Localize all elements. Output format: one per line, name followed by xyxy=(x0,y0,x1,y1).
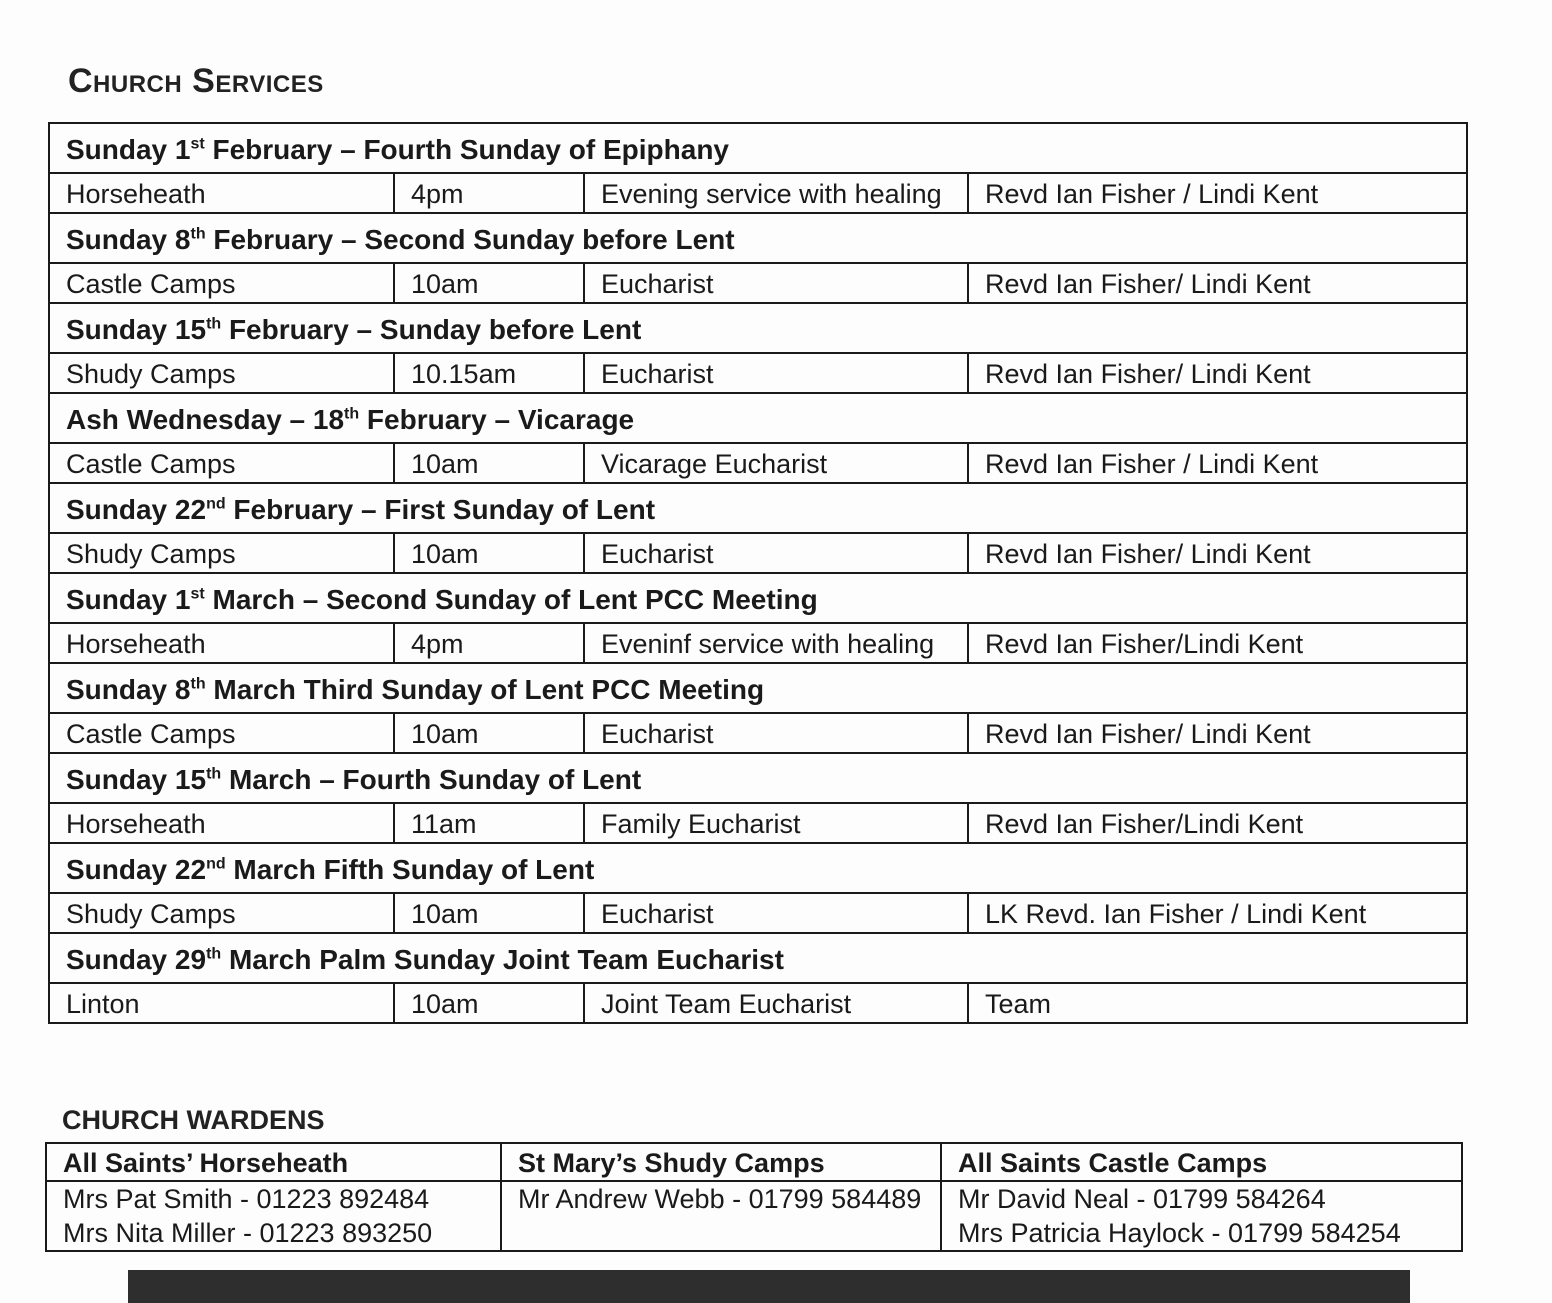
service-detail-row xyxy=(49,353,1467,393)
service-heading-date: Sunday 1 xyxy=(66,584,191,615)
service-officiant: Revd Ian Fisher/ Lindi Kent xyxy=(968,713,1467,753)
warden-church-horseheath: All Saints’ Horseheath xyxy=(46,1143,501,1181)
service-heading-title: February – Vicarage xyxy=(359,404,635,435)
wardens-contacts-row xyxy=(46,1181,1462,1251)
service-time: 10am xyxy=(394,263,584,303)
service-time: 10am xyxy=(394,443,584,483)
service-heading-title: February – First Sunday of Lent xyxy=(225,494,656,525)
warden-contact: Mr David Neal - 01799 584264 xyxy=(958,1184,1326,1214)
service-heading-title: March Fifth Sunday of Lent xyxy=(225,854,595,885)
service-heading-date: Sunday 8 xyxy=(66,674,191,705)
service-heading-title: February – Sunday before Lent xyxy=(221,314,642,345)
service-time: 10am xyxy=(394,983,584,1023)
wardens-title: CHURCH WARDENS xyxy=(62,1105,325,1135)
service-heading-row xyxy=(49,393,1467,443)
services-table xyxy=(48,122,1468,1024)
service-heading-title: March – Fourth Sunday of Lent xyxy=(221,764,642,795)
service-officiant: LK Revd. Ian Fisher / Lindi Kent xyxy=(968,893,1467,933)
service-detail-row xyxy=(49,803,1467,843)
warden-contact: Mr Andrew Webb - 01799 584489 xyxy=(518,1184,922,1214)
service-officiant: Revd Ian Fisher/Lindi Kent xyxy=(968,803,1467,843)
service-place: Castle Camps xyxy=(49,443,394,483)
service-time: 4pm xyxy=(394,623,584,663)
service-heading-row xyxy=(49,573,1467,623)
service-detail-row xyxy=(49,893,1467,933)
service-heading-title: February – Second Sunday before Lent xyxy=(205,224,735,255)
service-detail-row xyxy=(49,623,1467,663)
service-time: 4pm xyxy=(394,173,584,213)
service-type: Evening service with healing xyxy=(584,173,968,213)
service-officiant: Revd Ian Fisher / Lindi Kent xyxy=(968,173,1467,213)
service-heading-title: March Palm Sunday Joint Team Eucharist xyxy=(221,944,784,975)
wardens-table xyxy=(45,1142,1463,1252)
warden-contact: Mrs Pat Smith - 01223 892484 xyxy=(63,1184,430,1214)
service-place: Linton xyxy=(49,983,394,1023)
service-officiant: Revd Ian Fisher/ Lindi Kent xyxy=(968,533,1467,573)
service-heading xyxy=(49,753,1467,803)
service-heading xyxy=(49,123,1467,173)
service-detail-row xyxy=(49,443,1467,483)
service-heading-date: Sunday 22 xyxy=(66,494,207,525)
service-officiant: Revd Ian Fisher/Lindi Kent xyxy=(968,623,1467,663)
service-heading-row xyxy=(49,123,1467,173)
warden-church-castle-camps: All Saints Castle Camps xyxy=(941,1143,1462,1181)
service-heading-row xyxy=(49,753,1467,803)
service-heading-row xyxy=(49,303,1467,353)
service-heading-ordinal: st xyxy=(190,585,205,603)
service-heading xyxy=(49,573,1467,623)
service-place: Horseheath xyxy=(49,803,394,843)
warden-contacts-horseheath xyxy=(46,1181,501,1251)
service-heading-date: Sunday 15 xyxy=(66,314,207,345)
service-detail-row xyxy=(49,533,1467,573)
wardens-header-row xyxy=(46,1143,1462,1181)
service-place: Shudy Camps xyxy=(49,893,394,933)
service-officiant: Team xyxy=(968,983,1467,1023)
service-type: Eveninf service with healing xyxy=(584,623,968,663)
service-heading-date: Ash Wednesday – 18 xyxy=(66,404,345,435)
service-officiant: Revd Ian Fisher/ Lindi Kent xyxy=(968,353,1467,393)
service-heading xyxy=(49,483,1467,533)
service-heading-title: March – Second Sunday of Lent PCC Meeting xyxy=(204,584,818,615)
service-heading xyxy=(49,303,1467,353)
warden-contacts-castle-camps xyxy=(941,1181,1462,1251)
service-detail-row xyxy=(49,263,1467,303)
service-type: Family Eucharist xyxy=(584,803,968,843)
service-heading-ordinal: th xyxy=(344,405,360,423)
service-heading-date: Sunday 1 xyxy=(66,134,191,165)
service-heading-ordinal: nd xyxy=(206,855,226,873)
service-place: Shudy Camps xyxy=(49,353,394,393)
service-heading-date: Sunday 15 xyxy=(66,764,207,795)
service-heading-row xyxy=(49,483,1467,533)
service-time: 10am xyxy=(394,893,584,933)
service-heading-date: Sunday 29 xyxy=(66,944,207,975)
service-heading-ordinal: th xyxy=(206,315,222,333)
service-heading-row xyxy=(49,933,1467,983)
service-officiant: Revd Ian Fisher/ Lindi Kent xyxy=(968,263,1467,303)
service-heading-date: Sunday 22 xyxy=(66,854,207,885)
service-heading xyxy=(49,393,1467,443)
service-type: Joint Team Eucharist xyxy=(584,983,968,1023)
service-detail-row xyxy=(49,983,1467,1023)
service-time: 10am xyxy=(394,533,584,573)
service-time: 10am xyxy=(394,713,584,753)
service-time: 11am xyxy=(394,803,584,843)
warden-church-shudy-camps: St Mary’s Shudy Camps xyxy=(501,1143,941,1181)
service-detail-row xyxy=(49,713,1467,753)
service-heading xyxy=(49,843,1467,893)
warden-contact: Mrs Nita Miller - 01223 893250 xyxy=(63,1218,433,1248)
service-type: Eucharist xyxy=(584,533,968,573)
service-heading-row xyxy=(49,843,1467,893)
warden-contacts-shudy-camps xyxy=(501,1181,941,1251)
service-heading-title: March Third Sunday of Lent PCC Meeting xyxy=(205,674,765,705)
service-detail-row xyxy=(49,173,1467,213)
service-type: Eucharist xyxy=(584,263,968,303)
page-title: Church Services xyxy=(68,62,324,100)
service-heading-title: February – Fourth Sunday of Epiphany xyxy=(204,134,729,165)
warden-contact: Mrs Patricia Haylock - 01799 584254 xyxy=(958,1218,1401,1248)
service-heading-ordinal: nd xyxy=(206,495,226,513)
service-heading-row xyxy=(49,213,1467,263)
service-heading xyxy=(49,663,1467,713)
service-heading-row xyxy=(49,663,1467,713)
service-place: Horseheath xyxy=(49,173,394,213)
service-officiant: Revd Ian Fisher / Lindi Kent xyxy=(968,443,1467,483)
service-type: Eucharist xyxy=(584,353,968,393)
service-heading-date: Sunday 8 xyxy=(66,224,191,255)
service-heading-ordinal: th xyxy=(206,945,222,963)
service-heading-ordinal: th xyxy=(206,765,222,783)
service-type: Vicarage Eucharist xyxy=(584,443,968,483)
service-heading-ordinal: th xyxy=(190,675,206,693)
service-place: Shudy Camps xyxy=(49,533,394,573)
service-type: Eucharist xyxy=(584,713,968,753)
service-place: Castle Camps xyxy=(49,713,394,753)
service-heading xyxy=(49,213,1467,263)
service-heading-ordinal: th xyxy=(190,225,206,243)
service-type: Eucharist xyxy=(584,893,968,933)
service-time: 10.15am xyxy=(394,353,584,393)
dark-banner-bar xyxy=(128,1270,1410,1303)
service-place: Horseheath xyxy=(49,623,394,663)
service-heading xyxy=(49,933,1467,983)
service-place: Castle Camps xyxy=(49,263,394,303)
service-heading-ordinal: st xyxy=(190,135,205,153)
